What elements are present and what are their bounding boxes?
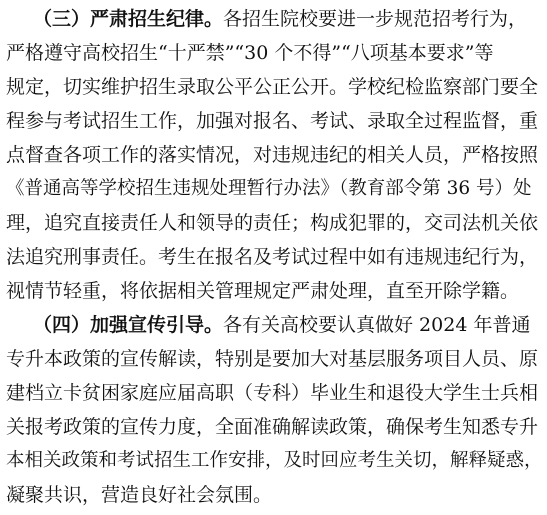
section-heading-4: （四）加强宣传引导。 xyxy=(33,314,224,336)
paragraph-4-first-line xyxy=(33,308,530,342)
paragraph-4-line: 专升本政策的宣传解读，特别是要加大对基层服务项目人员、原 xyxy=(6,348,539,370)
paragraph-3-line: 视情节轻重，将依据相关管理规定严肃处理，直至开除学籍。 xyxy=(6,280,520,302)
section-heading-3: （三）严肃招生纪律。 xyxy=(33,8,224,30)
paragraph-4-line: 关报考政策的宣传力度，全面准确解读政策，确保考生知悉专升 xyxy=(6,416,539,438)
paragraph-4-text: 各有关高校要认真做好 2024 年普通 xyxy=(223,314,531,336)
paragraph-3-line: 严格遵守高校招生“十严禁”“30 个不得”“八项基本要求”等 xyxy=(6,42,494,64)
paragraph-3-line: 程参与考试招生工作，加强对报名、考试、录取全过程监督，重 xyxy=(6,110,539,132)
paragraph-4-line: 本相关政策和考试招生工作安排，及时回应考生关切，解释疑惑， xyxy=(6,450,543,471)
paragraph-3-line: 《普通高等学校招生违规处理暂行办法》（教育部令第 36 号）处 xyxy=(6,178,532,199)
paragraph-3-first-line xyxy=(33,2,527,36)
paragraph-4-line: 建档立卡贫困家庭应届高职（专科）毕业生和退役大学生士兵相 xyxy=(6,382,539,404)
paragraph-3-line: 点督查各项工作的落实情况，对违规违纪的相关人员，严格按照 xyxy=(6,144,539,166)
paragraph-4-line: 凝聚共识，营造良好社会氛围。 xyxy=(6,484,273,506)
paragraph-3-line: 法追究刑事责任。考生在报名及考试过程中如有违规违纪行为， xyxy=(6,246,539,268)
paragraph-3-text: 各招生院校要进一步规范招考行为， xyxy=(223,8,528,30)
paragraph-3-line: 规定，切实维护招生录取公平公正公开。学校纪检监察部门要全 xyxy=(6,76,539,98)
paragraph-3-line: 理，追究直接责任人和领导的责任；构成犯罪的，交司法机关依 xyxy=(6,212,539,234)
